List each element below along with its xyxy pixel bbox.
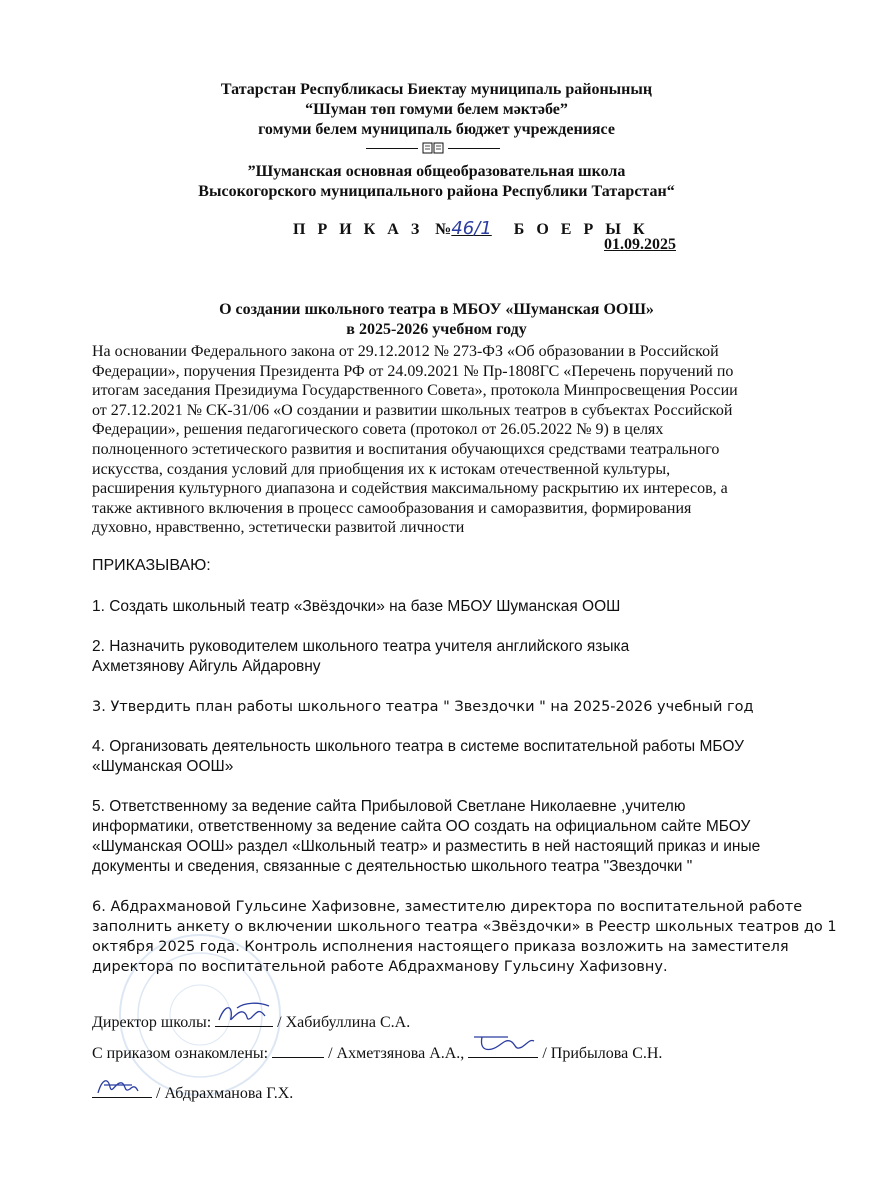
item-line: 1. Создать школьный театр «Звёздочки» на базе МБОУ Шуманская ООШ bbox=[92, 598, 621, 615]
preamble-line: искусства, создания условий для приобщения их к истокам отечественной культуры, bbox=[92, 460, 671, 478]
item-line: «Шуманская ООШ» bbox=[92, 758, 234, 775]
preamble-line: расширения культурного диапазона и содействия максимальному раскрытию их интересов, а bbox=[92, 480, 728, 498]
preamble-line: также активного включения в процесс самообразования и саморазвития, формирования bbox=[92, 499, 692, 517]
item-line: 5. Ответственному за ведение сайта Прибыловой Светлане Николаевне ,учителю bbox=[92, 798, 686, 815]
signature-scribble bbox=[468, 1029, 538, 1057]
header-line: гомуми белем муниципаль бюджет учреждениясе bbox=[258, 121, 615, 138]
item-line: октября 2025 года. Контроль исполнения настоящего приказа возложить на заместителя bbox=[92, 939, 789, 955]
item-line: Ахметзянову Айгуль Айдаровну bbox=[92, 658, 321, 675]
document-title bbox=[60, 300, 813, 340]
item-line: директора по воспитательной работе Абдрахманову Гульсину Хафизовну. bbox=[92, 959, 668, 975]
preamble-line: итогам заседания Президиума Государственного Совета», протокола Минпросвещения России bbox=[92, 382, 738, 400]
header-russian bbox=[60, 162, 813, 202]
signature-scribble bbox=[92, 1073, 152, 1097]
preamble-line: На основании Федерального закона от 29.12.2012 № 273-ФЗ «Об образовании в Российской bbox=[92, 343, 719, 360]
order-number bbox=[431, 218, 492, 239]
director-signature-row bbox=[92, 1012, 410, 1032]
title-line: в 2025-2026 учебном году bbox=[346, 321, 527, 338]
order-date: 01.09.2025 bbox=[604, 236, 676, 253]
item-line: 4. Организовать деятельность школьного театра в системе воспитательной работы МБОУ bbox=[92, 738, 744, 755]
order-heading bbox=[293, 218, 649, 239]
director-label: Директор школы: bbox=[92, 1014, 212, 1031]
header-line: “Шуман төп гомуми белем мәктәбе” bbox=[305, 101, 568, 118]
order-number-value: 46/1 bbox=[451, 218, 492, 239]
preamble-line: от 27.12.2021 № СК-31/06 «О создании и развитии школьных театров в субъектах Российской bbox=[92, 401, 733, 419]
ack-name-2: / Прибылова С.Н. bbox=[542, 1045, 663, 1062]
preamble-line: духовно, нравственно, эстетически развитой личности bbox=[92, 519, 465, 537]
item-line: «Шуманская ООШ» раздел «Школьный театр» и разместить в ней настоящий приказ и иные bbox=[92, 838, 761, 855]
director-name: / Хабибуллина С.А. bbox=[277, 1014, 411, 1031]
order-word-tt: Б О Е Р Ы К bbox=[513, 221, 649, 238]
header-tatar bbox=[60, 80, 813, 156]
order-word-ru: П Р И К А З bbox=[293, 221, 424, 238]
order-item-4 bbox=[92, 737, 832, 777]
item-line: заполнить анкету о включении школьного театра «Звёздочки» в Реестр школьных театров до 1 bbox=[92, 919, 837, 935]
order-item-5 bbox=[92, 797, 832, 877]
preamble bbox=[92, 342, 792, 538]
order-item-3 bbox=[92, 697, 832, 717]
ack-name-3: / Абдрахманова Г.Х. bbox=[156, 1085, 294, 1102]
item-line: информатики, ответственному за ведение сайта ОО создать на официальном сайте МБОУ bbox=[92, 818, 751, 835]
signature-blank-1 bbox=[272, 1043, 324, 1058]
director-signature bbox=[215, 1012, 273, 1027]
signature-blank-3 bbox=[92, 1083, 152, 1098]
signature-scribble bbox=[215, 1000, 273, 1026]
preamble-line: Федерации», поручения Президента РФ от 24.09.2021 № Пр-1808ГС «Перечень поручений по bbox=[92, 362, 734, 380]
divider-rule bbox=[366, 148, 418, 149]
acknowledged-label: С приказом ознакомлены: bbox=[92, 1045, 269, 1062]
order-item-1 bbox=[92, 597, 832, 617]
item-line: 6. Абдрахмановой Гульсине Хафизовне, заместителю директора по воспитательной работе bbox=[92, 899, 803, 915]
order-num-prefix: № bbox=[435, 221, 452, 238]
header-divider bbox=[52, 140, 813, 156]
order-item-2 bbox=[92, 637, 832, 677]
preamble-line: Федерации», решения педагогического совета (протокол от 26.05.2022 № 9) в целях bbox=[92, 421, 664, 439]
header-line: Татарстан Республикасы Биектау муниципаль районының bbox=[220, 81, 653, 98]
header-line: ”Шуманская основная общеобразовательная школа bbox=[247, 163, 626, 180]
book-icon bbox=[422, 142, 444, 154]
item-line: 3. Утвердить план работы школьного театра " Звездочки " на 2025-2026 учебный год bbox=[92, 699, 754, 715]
title-line: О создании школьного театра в МБОУ «Шуманская ООШ» bbox=[219, 301, 654, 318]
preamble-line: полноценного эстетического развития и воспитания обучающихся средствами театрального bbox=[92, 440, 720, 458]
signature-blank-2 bbox=[468, 1043, 538, 1058]
acknowledged-row bbox=[92, 1043, 662, 1063]
divider-rule bbox=[448, 148, 500, 149]
acknowledged-row-2 bbox=[92, 1083, 293, 1103]
header-line: Высокогорского муниципального района Республики Татарстан“ bbox=[198, 183, 675, 200]
item-line: документы и сведения, связанные с деятельностью школьного театра "Звездочки " bbox=[92, 858, 693, 875]
order-word: ПРИКАЗЫВАЮ: bbox=[92, 557, 211, 574]
ack-name-1: / Ахметзянова А.А., bbox=[328, 1045, 465, 1062]
item-line: 2. Назначить руководителем школьного театра учителя английского языка bbox=[92, 638, 630, 655]
